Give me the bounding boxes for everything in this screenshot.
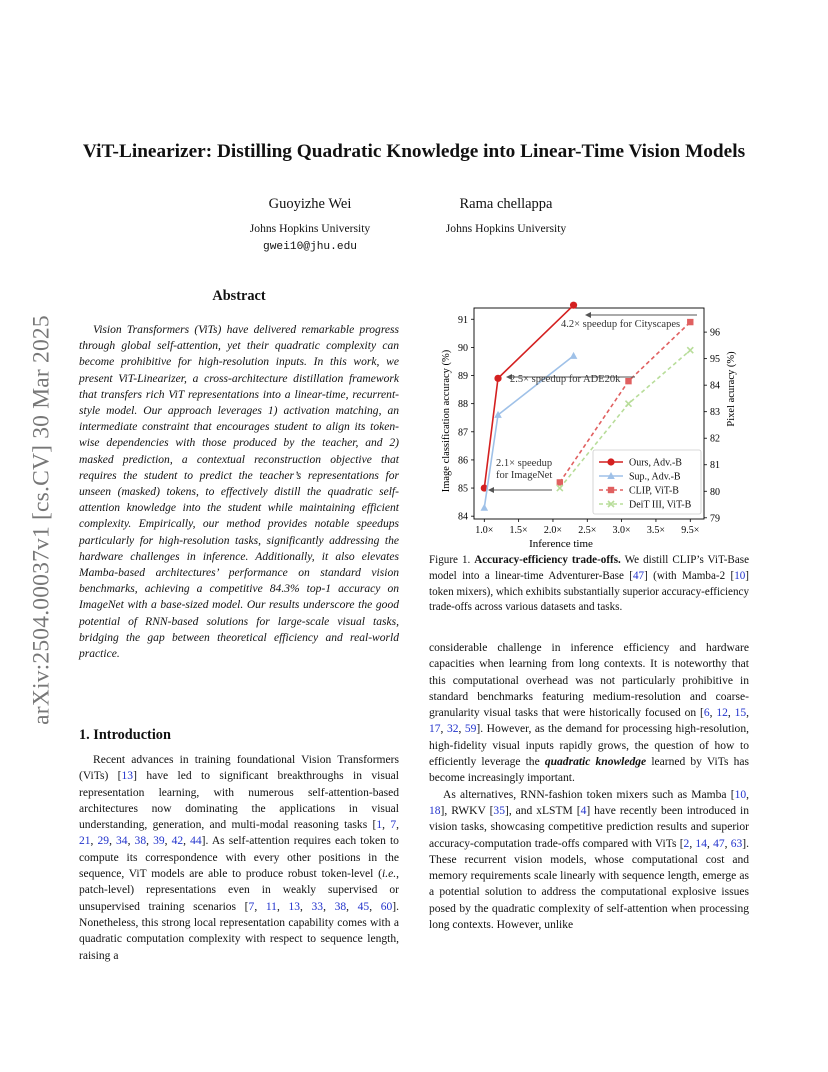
data-point bbox=[570, 302, 577, 309]
text-run: Accuracy-efficiency trade-offs. bbox=[474, 554, 621, 566]
citation-link[interactable]: 34 bbox=[116, 835, 128, 848]
paper-title: ViT-Linearizer: Distilling Quadratic Knowledge into Linear-Time Vision Models bbox=[82, 141, 746, 162]
citation-link[interactable]: 7 bbox=[248, 900, 255, 913]
text-run: i.e. bbox=[382, 868, 397, 881]
citation-link[interactable]: 42 bbox=[171, 835, 184, 848]
citation-link[interactable]: 21 bbox=[79, 835, 91, 848]
text-run: , bbox=[727, 707, 735, 720]
legend-label: DeiT III, ViT-B bbox=[629, 499, 692, 511]
abstract-heading: Abstract bbox=[212, 288, 266, 304]
text-run: , bbox=[440, 723, 447, 736]
text-run: , patch-level) representations even in weakly supervised or unsupervised training scenarios [ bbox=[79, 868, 399, 913]
accuracy-efficiency-chart bbox=[429, 297, 749, 553]
y-tick-label: 84 bbox=[458, 511, 468, 523]
text-run: We distill CLIP’s ViT-Base model into a linear-time Adventurer-Base [ bbox=[429, 554, 749, 582]
text-run: , bbox=[746, 788, 749, 801]
text-run: , bbox=[323, 900, 335, 913]
text-run: , bbox=[458, 723, 465, 736]
text-run: , bbox=[90, 835, 98, 848]
x-tick-label: 2.5× bbox=[578, 525, 597, 536]
x-axis-label: Inference time bbox=[529, 538, 593, 550]
text-run: , bbox=[706, 837, 714, 850]
text-run: As alternatives, RNN-fashion token mixers such as Mamba [ bbox=[443, 788, 735, 801]
text-run: , bbox=[254, 900, 266, 913]
citation-link[interactable]: 6 bbox=[703, 707, 710, 720]
text-run: ]. These recurrent vision models, whose computational cost and memory requirements scale linearly with sequence length, emerge as a potential solution to address the computational explosive issues posed by the quadratic complexity of self-attention when processing long contexts. However, unlike bbox=[429, 837, 749, 932]
y-axis-label: Image classification accuracy (%) bbox=[441, 349, 452, 493]
data-point bbox=[687, 319, 693, 325]
text-run: learned by ViTs has become increasingly important. bbox=[429, 756, 749, 785]
y2-tick-label: 83 bbox=[710, 407, 720, 419]
author-name: Guoyizhe Wei bbox=[268, 196, 352, 212]
y2-tick-label: 96 bbox=[710, 327, 720, 339]
citation-link[interactable]: 44 bbox=[190, 835, 202, 848]
citation-link[interactable]: 4 bbox=[580, 804, 587, 817]
y-tick-label: 90 bbox=[458, 342, 468, 354]
text-run: ], RWKV [ bbox=[440, 804, 494, 817]
intro-paragraph-left bbox=[79, 752, 399, 964]
text-run: ]. Nonetheless, this strong local representation capability comes with a quadratic computation complexity with respect to sequence length, raising a bbox=[79, 900, 399, 962]
text-run: , bbox=[127, 835, 135, 848]
citation-link[interactable]: 45 bbox=[357, 900, 370, 913]
data-point bbox=[608, 487, 614, 493]
x-tick-label: 2.0× bbox=[543, 525, 563, 536]
text-run: , bbox=[146, 835, 154, 848]
y-tick-label: 88 bbox=[458, 399, 468, 411]
citation-link[interactable]: 13 bbox=[121, 770, 134, 783]
citation-link[interactable]: 13 bbox=[288, 900, 301, 913]
data-point bbox=[557, 479, 563, 485]
y-tick-label: 85 bbox=[458, 483, 468, 495]
citation-link[interactable]: 47 bbox=[632, 569, 645, 582]
text-run: , bbox=[396, 819, 399, 832]
author-name: Rama chellappa bbox=[459, 196, 553, 212]
x-tick-label: 1.5× bbox=[509, 525, 528, 536]
citation-link[interactable]: 17 bbox=[429, 723, 441, 736]
citation-link[interactable]: 14 bbox=[695, 837, 707, 850]
figure-caption bbox=[429, 553, 749, 616]
citation-link[interactable]: 1 bbox=[376, 819, 383, 832]
text-run: ]. However, as the demand for processing high-resolution, high-fidelity visual inputs rapidly grows, the question of how to efficiently leverage the bbox=[429, 723, 749, 769]
author-email: gwei10@jhu.edu bbox=[263, 241, 357, 253]
citation-link[interactable]: 29 bbox=[97, 835, 110, 848]
citation-link[interactable]: 32 bbox=[446, 723, 459, 736]
y-tick-label: 91 bbox=[458, 314, 468, 326]
data-point bbox=[480, 504, 488, 511]
citation-link[interactable]: 15 bbox=[734, 707, 747, 720]
abstract-text: Vision Transformers (ViTs) have delivered remarkable progress through global self-attention, yet their quadratic complexity can become prohibitive for high-resolution inputs. In this work, we present ViT-Linearizer, a cross-architecture distillation framework that transfers rich ViT representations into a linear-time, recurrent-style model. Our approach leverages 1) activation matching, an intermediate constraint that encourages student to align its token-wise dependencies with those produced by the teacher, and 2) masked prediction, a contextual reconstruction objective that requires the student to predict the teacher’s representations for unseen (masked) tokens, to effectively distill the quadratic self-attention knowledge into the student while maintaining efficient complexity. Empirically, our method provides notable speedups particularly for high-resolution tasks, significantly addressing the hardware challenges in inference. Additionally, it also elevates Mamba-based architectures’ performance on standard vision benchmarks, achieving a competitive 84.3% top-1 accuracy on ImageNet with a base-sized model. Our results underscore the good potential of RNN-based solutions for large-scale visual tasks, bridging the gap between theoretical efficiency and real-world practice. bbox=[79, 324, 399, 661]
data-point bbox=[570, 352, 578, 359]
intro-paragraph-right bbox=[429, 640, 749, 933]
x-tick-label: 3.5× bbox=[646, 525, 666, 536]
annotation-cityscapes: 4.2× speedup for Cityscapes bbox=[561, 319, 681, 330]
legend-label: CLIP, ViT-B bbox=[629, 485, 679, 497]
citation-link[interactable]: 33 bbox=[311, 900, 324, 913]
text-run: , bbox=[382, 819, 391, 832]
text-run: , bbox=[709, 707, 717, 720]
annotation-ade20k: 2.5× speedup for ADE20k bbox=[510, 374, 621, 385]
arxiv-identifier: arXiv:2504.00037v1 [cs.CV] 30 Mar 2025 bbox=[28, 315, 55, 725]
text-run: , bbox=[746, 707, 749, 720]
x-tick-label: 9.5× bbox=[681, 525, 700, 536]
citation-link[interactable]: 39 bbox=[153, 835, 165, 848]
citation-link[interactable]: 2 bbox=[683, 837, 690, 850]
citation-link[interactable]: 7 bbox=[390, 819, 397, 832]
text-run: , bbox=[724, 837, 731, 850]
y-tick-label: 89 bbox=[458, 371, 468, 383]
text-run: , bbox=[346, 900, 358, 913]
data-point bbox=[625, 401, 631, 407]
figure-1 bbox=[429, 297, 749, 553]
author-affiliation: Johns Hopkins University bbox=[445, 222, 567, 235]
text-run: , bbox=[109, 835, 117, 848]
citation-link[interactable]: 63 bbox=[730, 837, 743, 850]
annotation-imagenet-line1: 2.1× speedup bbox=[496, 458, 553, 469]
citation-link[interactable]: 10 bbox=[734, 788, 747, 801]
text-run: ], and xLSTM [ bbox=[504, 804, 581, 817]
text-run: quadratic knowledge bbox=[544, 756, 647, 769]
text-run: , bbox=[300, 900, 312, 913]
text-run: ] have recently been introduced in vision tasks, showcasing competitive prediction results and superior accuracy-computation trade-offs compared with ViTs [ bbox=[429, 804, 749, 850]
citation-link[interactable]: 38 bbox=[134, 835, 147, 848]
citation-link[interactable]: 18 bbox=[429, 804, 441, 817]
data-point bbox=[494, 375, 501, 382]
section-heading: 1. Introduction bbox=[79, 727, 171, 743]
data-point bbox=[557, 485, 563, 491]
y-tick-label: 86 bbox=[458, 455, 468, 467]
y2-tick-label: 95 bbox=[710, 354, 720, 366]
text-run: Recent advances in training foundational Vision Transformers (ViTs) [ bbox=[79, 754, 399, 783]
x-tick-label: 3.0× bbox=[612, 525, 631, 536]
y2-tick-label: 81 bbox=[710, 460, 720, 472]
data-point bbox=[607, 458, 614, 465]
data-point bbox=[687, 347, 693, 353]
text-run: , bbox=[689, 837, 696, 850]
y2-axis-label: Pixel acuracy (%) bbox=[726, 351, 737, 427]
y2-tick-label: 80 bbox=[710, 486, 720, 498]
legend-label: Sup., Adv.-B bbox=[629, 471, 681, 483]
legend-label: Ours, Adv.-B bbox=[629, 457, 682, 469]
annotation-imagenet-line2: for ImageNet bbox=[496, 470, 553, 481]
y2-tick-label: 79 bbox=[710, 513, 720, 525]
text-run: , bbox=[369, 900, 381, 913]
citation-link[interactable]: 59 bbox=[464, 723, 477, 736]
citation-link[interactable]: 12 bbox=[716, 707, 728, 720]
text-run: ] token mixers), which exhibits substantially superior accuracy-efficiency trade-offs across various datasets and tasks. bbox=[429, 569, 749, 614]
citation-link[interactable]: 11 bbox=[265, 900, 277, 913]
y-tick-label: 87 bbox=[458, 427, 468, 439]
text-run: , bbox=[276, 900, 289, 913]
text-run: ] have led to significant breakthroughs in visual representation learning, with numerous self-attention-based architectures now dominating the applications in visual understanding, generation, and multi-modal reasoning tasks [ bbox=[79, 770, 399, 832]
author-affiliation: Johns Hopkins University bbox=[249, 222, 371, 235]
text-run: ]. As self-attention requires each token to compute its correspondence with every other positions in the sequence, ViT models are able to produce robust token-level ( bbox=[79, 835, 399, 881]
text-run: , bbox=[183, 835, 191, 848]
citation-link[interactable]: 10 bbox=[734, 569, 746, 582]
y2-tick-label: 82 bbox=[710, 433, 720, 445]
author-block-2 bbox=[396, 196, 616, 241]
text-run: ] (with Mamba-2 [ bbox=[644, 569, 735, 582]
x-tick-label: 1.0× bbox=[475, 525, 494, 536]
citation-link[interactable]: 35 bbox=[493, 804, 505, 817]
citation-link[interactable]: 38 bbox=[334, 900, 347, 913]
y2-tick-label: 84 bbox=[710, 380, 720, 392]
citation-link[interactable]: 60 bbox=[380, 900, 393, 913]
text-run: considerable challenge in inference efficiency and hardware capacities when learning from long contexts. It is noteworthy that this computational overhead was not particularly prohibitive in standard benchmarks featuring medium-resolution and coarse-granularity visual tasks that were historically focused on [ bbox=[429, 642, 749, 720]
arxiv-sidebar-stamp bbox=[22, 280, 62, 760]
text-run: , bbox=[164, 835, 172, 848]
text-run: Figure 1. bbox=[429, 554, 475, 566]
data-point bbox=[625, 378, 631, 384]
citation-link[interactable]: 47 bbox=[713, 837, 725, 850]
author-block-1 bbox=[200, 196, 420, 253]
